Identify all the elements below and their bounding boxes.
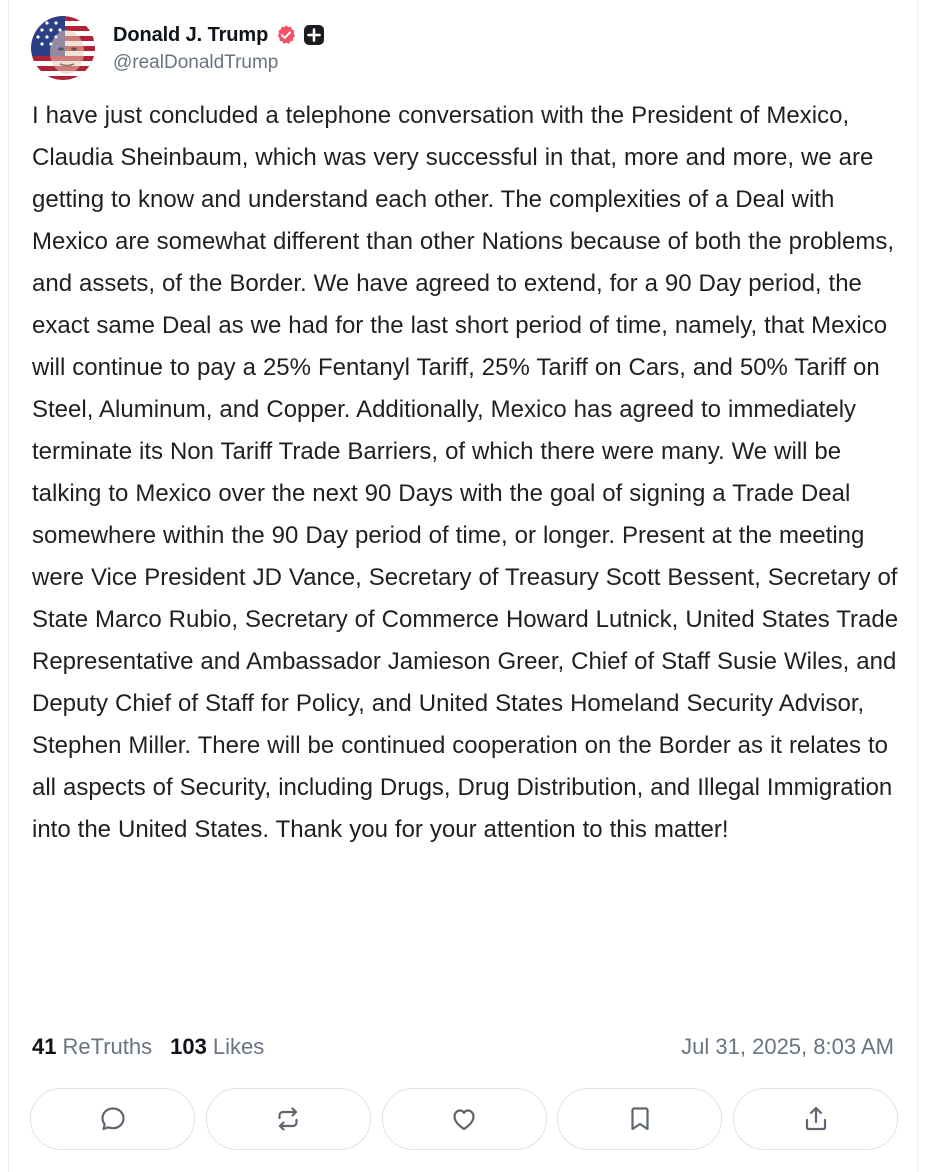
- likes-stat[interactable]: [170, 1034, 264, 1060]
- author-display-name[interactable]: Donald J. Trump: [113, 23, 269, 46]
- retruths-stat[interactable]: [32, 1034, 152, 1060]
- avatar[interactable]: [31, 16, 95, 80]
- likes-label: Likes: [212, 1034, 265, 1059]
- author-identity: [113, 22, 325, 74]
- action-bar: [30, 1088, 898, 1152]
- bookmark-button[interactable]: [557, 1088, 722, 1150]
- author-handle[interactable]: @realDonaldTrump: [113, 52, 279, 73]
- post-text: I have just concluded a telephone conversation with the President of Mexico, Claudia Sheinbaum, which was very successful in that, more and more, we are getting to know and understand each other. The complexities of a Deal with Mexico are somewhat different than other Nations because of both the problems, and assets, of the Border. We have agreed to extend, for a 90 Day period, the exact same Deal as we had for the last short period of time, namely, that Mexico will continue to pay a 25% Fentanyl Tariff, 25% Tariff on Cars, and 50% Tariff on Steel, Aluminum, and Copper. Additionally, Mexico has agreed to immediately terminate its Non Tariff Trade Barriers, of which there were many. We will be talking to Mexico over the next 90 Days with the goal of signing a Trade Deal somewhere within the 90 Day period of time, or longer. Present at the meeting were Vice President JD Vance, Secretary of Treasury Scott Bessent, Secretary of State Marco Rubio, Secretary of Commerce Howard Lutnick, United States Trade Representative and Ambassador Jamieson Greer, Chief of Staff Susie Wiles, and Deputy Chief of Staff for Policy, and United States Homeland Security Advisor, Stephen Miller. There will be continued cooperation on the Border as it relates to all aspects of Security, including Drugs, Drug Distribution, and Illegal Immigration into the United States. Thank you for your attention to this matter!: [32, 102, 899, 843]
- heart-icon: [449, 1104, 479, 1134]
- likes-count: 103: [170, 1034, 207, 1059]
- name-row: [113, 22, 325, 48]
- retruths-label: ReTruths: [62, 1034, 153, 1059]
- repost-icon: [273, 1104, 303, 1134]
- bookmark-icon: [625, 1104, 655, 1134]
- comment-icon: [98, 1104, 128, 1134]
- share-icon: [801, 1104, 831, 1134]
- like-button[interactable]: [382, 1088, 547, 1150]
- share-button[interactable]: [733, 1088, 898, 1150]
- verified-badge-icon: [275, 24, 297, 46]
- retruths-count: 41: [32, 1034, 57, 1059]
- plus-badge-icon: [303, 24, 325, 46]
- post-timestamp[interactable]: Jul 31, 2025, 8:03 AM: [681, 1034, 894, 1059]
- retruth-button[interactable]: [206, 1088, 371, 1150]
- post-header: [31, 16, 325, 80]
- post-stats: [32, 1030, 894, 1064]
- reply-button[interactable]: [30, 1088, 195, 1150]
- avatar-image: [31, 16, 95, 80]
- post-card: [8, 0, 918, 1172]
